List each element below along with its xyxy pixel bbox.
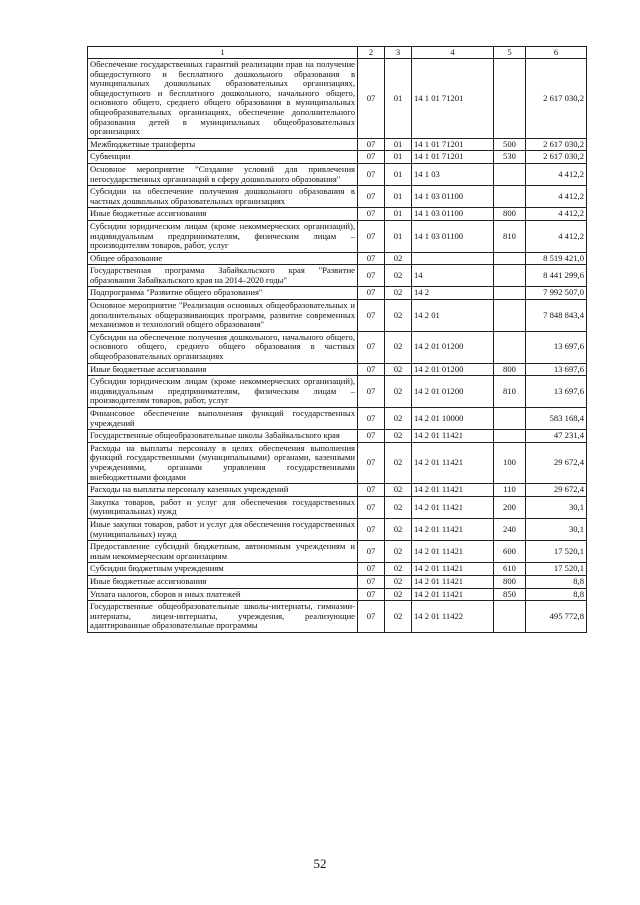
table-row: [88, 430, 587, 443]
row-subsection-cell: 02: [385, 496, 412, 518]
row-amount-cell: 4 412,2: [526, 220, 587, 252]
table-header-row: [88, 47, 587, 59]
row-expense-type-cell: 100: [494, 442, 526, 483]
row-amount-cell: 30,1: [526, 496, 587, 518]
row-section-cell: 07: [358, 442, 385, 483]
row-amount-cell: 8 441 299,6: [526, 265, 587, 287]
row-expense-type-cell: [494, 59, 526, 139]
row-name-cell: Иные бюджетные ассигнования: [88, 575, 358, 588]
row-section-cell: 07: [358, 563, 385, 576]
row-amount-cell: 13 697,6: [526, 363, 587, 376]
row-section-cell: 07: [358, 575, 385, 588]
row-subsection-cell: 02: [385, 363, 412, 376]
row-section-cell: 07: [358, 138, 385, 151]
table-row: [88, 575, 587, 588]
row-expense-type-cell: 500: [494, 138, 526, 151]
budget-table: [87, 46, 587, 633]
row-amount-cell: 7 848 843,4: [526, 300, 587, 332]
header-col-2: 2: [358, 47, 385, 59]
row-expense-type-cell: 110: [494, 484, 526, 497]
row-name-cell: Предоставление субсидий бюджетным, автономным учреждениям и иным некоммерческим организациям: [88, 541, 358, 563]
row-subsection-cell: 02: [385, 601, 412, 633]
row-amount-cell: 2 617 030,2: [526, 59, 587, 139]
row-expense-type-cell: 200: [494, 496, 526, 518]
row-section-cell: 07: [358, 484, 385, 497]
row-section-cell: 07: [358, 601, 385, 633]
row-name-cell: Субсидии на обеспечение получения дошкольного образования в частных дошкольных образовательных организациях: [88, 186, 358, 208]
row-expense-type-cell: 810: [494, 220, 526, 252]
table-row: [88, 496, 587, 518]
row-expense-type-cell: [494, 265, 526, 287]
row-amount-cell: 4 412,2: [526, 163, 587, 185]
row-section-cell: 07: [358, 151, 385, 164]
row-expense-type-cell: [494, 430, 526, 443]
table-row: [88, 518, 587, 540]
row-subsection-cell: 02: [385, 300, 412, 332]
row-amount-cell: 7 992 507,0: [526, 287, 587, 300]
row-section-cell: 07: [358, 376, 385, 408]
row-section-cell: 07: [358, 518, 385, 540]
row-name-cell: Субсидии юридическим лицам (кроме некоммерческих организаций), индивидуальным предпринимателям, физическим лицам – производителям товаров, работ, услуг: [88, 220, 358, 252]
header-col-1: 1: [88, 47, 358, 59]
row-amount-cell: 8 519 421,0: [526, 252, 587, 265]
header-col-4: 4: [412, 47, 494, 59]
row-section-cell: 07: [358, 220, 385, 252]
row-expense-type-cell: 240: [494, 518, 526, 540]
table-row: [88, 442, 587, 483]
row-name-cell: Субсидии на обеспечение получения дошкольного, начального общего, основного общего, среднего общего образования в частных общеобразовательных организациях: [88, 331, 358, 363]
row-target-article-cell: 14 2 01 01200: [412, 331, 494, 363]
row-section-cell: 07: [358, 408, 385, 430]
row-subsection-cell: 02: [385, 287, 412, 300]
row-subsection-cell: 02: [385, 408, 412, 430]
row-name-cell: Субвенции: [88, 151, 358, 164]
row-amount-cell: 4 412,2: [526, 186, 587, 208]
row-target-article-cell: 14 2 01 10000: [412, 408, 494, 430]
row-amount-cell: 17 520,1: [526, 563, 587, 576]
row-section-cell: 07: [358, 541, 385, 563]
row-target-article-cell: 14 1 03 01100: [412, 186, 494, 208]
row-subsection-cell: 02: [385, 484, 412, 497]
row-section-cell: 07: [358, 186, 385, 208]
row-section-cell: 07: [358, 265, 385, 287]
row-subsection-cell: 01: [385, 138, 412, 151]
row-subsection-cell: 01: [385, 208, 412, 221]
row-section-cell: 07: [358, 59, 385, 139]
row-target-article-cell: 14 2 01 11421: [412, 442, 494, 483]
document-page: [87, 46, 586, 633]
row-target-article-cell: 14 2 01 11421: [412, 496, 494, 518]
row-subsection-cell: 02: [385, 442, 412, 483]
row-amount-cell: 30,1: [526, 518, 587, 540]
row-expense-type-cell: 610: [494, 563, 526, 576]
row-expense-type-cell: [494, 300, 526, 332]
row-name-cell: Подпрограмма "Развитие общего образования": [88, 287, 358, 300]
table-row: [88, 484, 587, 497]
row-subsection-cell: 02: [385, 563, 412, 576]
row-subsection-cell: 02: [385, 331, 412, 363]
row-target-article-cell: [412, 252, 494, 265]
row-section-cell: 07: [358, 163, 385, 185]
row-target-article-cell: 14 1 01 71201: [412, 59, 494, 139]
row-target-article-cell: 14 2 01 11421: [412, 563, 494, 576]
header-col-5: 5: [494, 47, 526, 59]
row-target-article-cell: 14 2 01 11421: [412, 484, 494, 497]
row-target-article-cell: 14 1 01 71201: [412, 138, 494, 151]
row-target-article-cell: 14 1 03: [412, 163, 494, 185]
row-name-cell: Расходы на выплаты персоналу казенных учреждений: [88, 484, 358, 497]
row-expense-type-cell: [494, 408, 526, 430]
row-subsection-cell: 02: [385, 252, 412, 265]
table-row: [88, 300, 587, 332]
table-row: [88, 151, 587, 164]
table-row: [88, 186, 587, 208]
row-expense-type-cell: [494, 252, 526, 265]
table-row: [88, 541, 587, 563]
row-name-cell: Расходы на выплаты персоналу в целях обеспечения выполнения функций государственными (муниципальными) органами, казенными учреждениями, органами управления государственными внебюджетными фондами: [88, 442, 358, 483]
row-target-article-cell: 14 2 01 11421: [412, 575, 494, 588]
table-row: [88, 220, 587, 252]
row-amount-cell: 2 617 030,2: [526, 151, 587, 164]
table-row: [88, 265, 587, 287]
row-target-article-cell: 14 1 03 01100: [412, 220, 494, 252]
row-target-article-cell: 14 2 01 01200: [412, 363, 494, 376]
row-name-cell: Основное мероприятие "Создание условий для привлечения негосударственных организаций в сферу дошкольного образования": [88, 163, 358, 185]
row-expense-type-cell: 800: [494, 363, 526, 376]
row-name-cell: Иные закупки товаров, работ и услуг для обеспечения государственных (муниципальных) нужд: [88, 518, 358, 540]
row-subsection-cell: 02: [385, 541, 412, 563]
row-name-cell: Иные бюджетные ассигнования: [88, 363, 358, 376]
row-amount-cell: 8,8: [526, 588, 587, 601]
row-name-cell: Государственные общеобразовательные школы Забайкальского края: [88, 430, 358, 443]
row-subsection-cell: 01: [385, 151, 412, 164]
row-target-article-cell: 14 2 01 11421: [412, 430, 494, 443]
row-name-cell: Государственная программа Забайкальского края "Развитие образования Забайкальского края на 2014–2020 годы": [88, 265, 358, 287]
row-amount-cell: 495 772,8: [526, 601, 587, 633]
row-subsection-cell: 02: [385, 430, 412, 443]
header-col-6: 6: [526, 47, 587, 59]
row-target-article-cell: 14 1 03 01100: [412, 208, 494, 221]
row-section-cell: 07: [358, 496, 385, 518]
row-target-article-cell: 14 2 01 11421: [412, 588, 494, 601]
row-name-cell: Иные бюджетные ассигнования: [88, 208, 358, 221]
row-section-cell: 07: [358, 588, 385, 601]
row-expense-type-cell: [494, 601, 526, 633]
row-name-cell: Межбюджетные трансферты: [88, 138, 358, 151]
row-amount-cell: 4 412,2: [526, 208, 587, 221]
row-target-article-cell: 14 2 01 11421: [412, 541, 494, 563]
row-expense-type-cell: 600: [494, 541, 526, 563]
table-row: [88, 363, 587, 376]
row-target-article-cell: 14 2 01 11421: [412, 518, 494, 540]
row-expense-type-cell: [494, 287, 526, 300]
row-name-cell: Государственные общеобразовательные школы-интернаты, гимназии-интернаты, лицеи-интернаты, учреждения, реализующие адаптированные образовательные программы: [88, 601, 358, 633]
header-col-3: 3: [385, 47, 412, 59]
row-amount-cell: 29 672,4: [526, 442, 587, 483]
row-section-cell: 07: [358, 430, 385, 443]
row-expense-type-cell: 800: [494, 208, 526, 221]
row-amount-cell: 13 697,6: [526, 376, 587, 408]
row-subsection-cell: 02: [385, 376, 412, 408]
row-expense-type-cell: [494, 331, 526, 363]
row-expense-type-cell: 850: [494, 588, 526, 601]
table-row: [88, 601, 587, 633]
table-row: [88, 287, 587, 300]
row-expense-type-cell: [494, 163, 526, 185]
table-row: [88, 331, 587, 363]
row-amount-cell: 583 168,4: [526, 408, 587, 430]
row-subsection-cell: 01: [385, 220, 412, 252]
row-target-article-cell: 14 2: [412, 287, 494, 300]
row-section-cell: 07: [358, 363, 385, 376]
row-target-article-cell: 14 2 01 01200: [412, 376, 494, 408]
row-subsection-cell: 02: [385, 265, 412, 287]
row-amount-cell: 47 231,4: [526, 430, 587, 443]
row-section-cell: 07: [358, 287, 385, 300]
row-target-article-cell: 14 2 01: [412, 300, 494, 332]
row-target-article-cell: 14: [412, 265, 494, 287]
row-subsection-cell: 02: [385, 518, 412, 540]
row-expense-type-cell: [494, 186, 526, 208]
row-amount-cell: 17 520,1: [526, 541, 587, 563]
row-expense-type-cell: 810: [494, 376, 526, 408]
row-name-cell: Субсидии юридическим лицам (кроме некоммерческих организаций), индивидуальным предпринимателям, физическим лицам – производителям товаров, работ, услуг: [88, 376, 358, 408]
table-row: [88, 563, 587, 576]
row-name-cell: Общее образование: [88, 252, 358, 265]
row-name-cell: Основное мероприятие "Реализация основных общеобразовательных и дополнительных общеразвивающих программ, развитие современных механизмов и технологий общего образования": [88, 300, 358, 332]
row-name-cell: Обеспечение государственных гарантий реализации прав на получение общедоступного и бесплатного дошкольного образования в муниципальных дошкольных образовательных организациях, общедоступного и бесплатного дошкольного, начального общего, основного общего, среднего общего образования в муниципальных общеобразовательных организациях, обеспечение дополнительного образования детей в муниципальных общеобразовательных организациях: [88, 59, 358, 139]
row-amount-cell: 13 697,6: [526, 331, 587, 363]
row-target-article-cell: 14 1 01 71201: [412, 151, 494, 164]
table-row: [88, 252, 587, 265]
row-amount-cell: 2 617 030,2: [526, 138, 587, 151]
row-name-cell: Закупка товаров, работ и услуг для обеспечения государственных (муниципальных) нужд: [88, 496, 358, 518]
table-row: [88, 59, 587, 139]
row-section-cell: 07: [358, 208, 385, 221]
table-row: [88, 376, 587, 408]
row-section-cell: 07: [358, 331, 385, 363]
row-target-article-cell: 14 2 01 11422: [412, 601, 494, 633]
row-section-cell: 07: [358, 300, 385, 332]
table-row: [88, 408, 587, 430]
table-row: [88, 588, 587, 601]
row-subsection-cell: 01: [385, 59, 412, 139]
row-amount-cell: 8,8: [526, 575, 587, 588]
row-subsection-cell: 02: [385, 588, 412, 601]
row-name-cell: Уплата налогов, сборов и иных платежей: [88, 588, 358, 601]
row-subsection-cell: 01: [385, 163, 412, 185]
page-number: 52: [313, 856, 327, 871]
row-subsection-cell: 01: [385, 186, 412, 208]
table-row: [88, 163, 587, 185]
row-section-cell: 07: [358, 252, 385, 265]
row-amount-cell: 29 672,4: [526, 484, 587, 497]
row-expense-type-cell: 530: [494, 151, 526, 164]
row-name-cell: Финансовое обеспечение выполнения функций государственных учреждений: [88, 408, 358, 430]
row-expense-type-cell: 800: [494, 575, 526, 588]
row-subsection-cell: 02: [385, 575, 412, 588]
table-row: [88, 138, 587, 151]
row-name-cell: Субсидии бюджетным учреждениям: [88, 563, 358, 576]
table-row: [88, 208, 587, 221]
table-body: [88, 59, 587, 633]
